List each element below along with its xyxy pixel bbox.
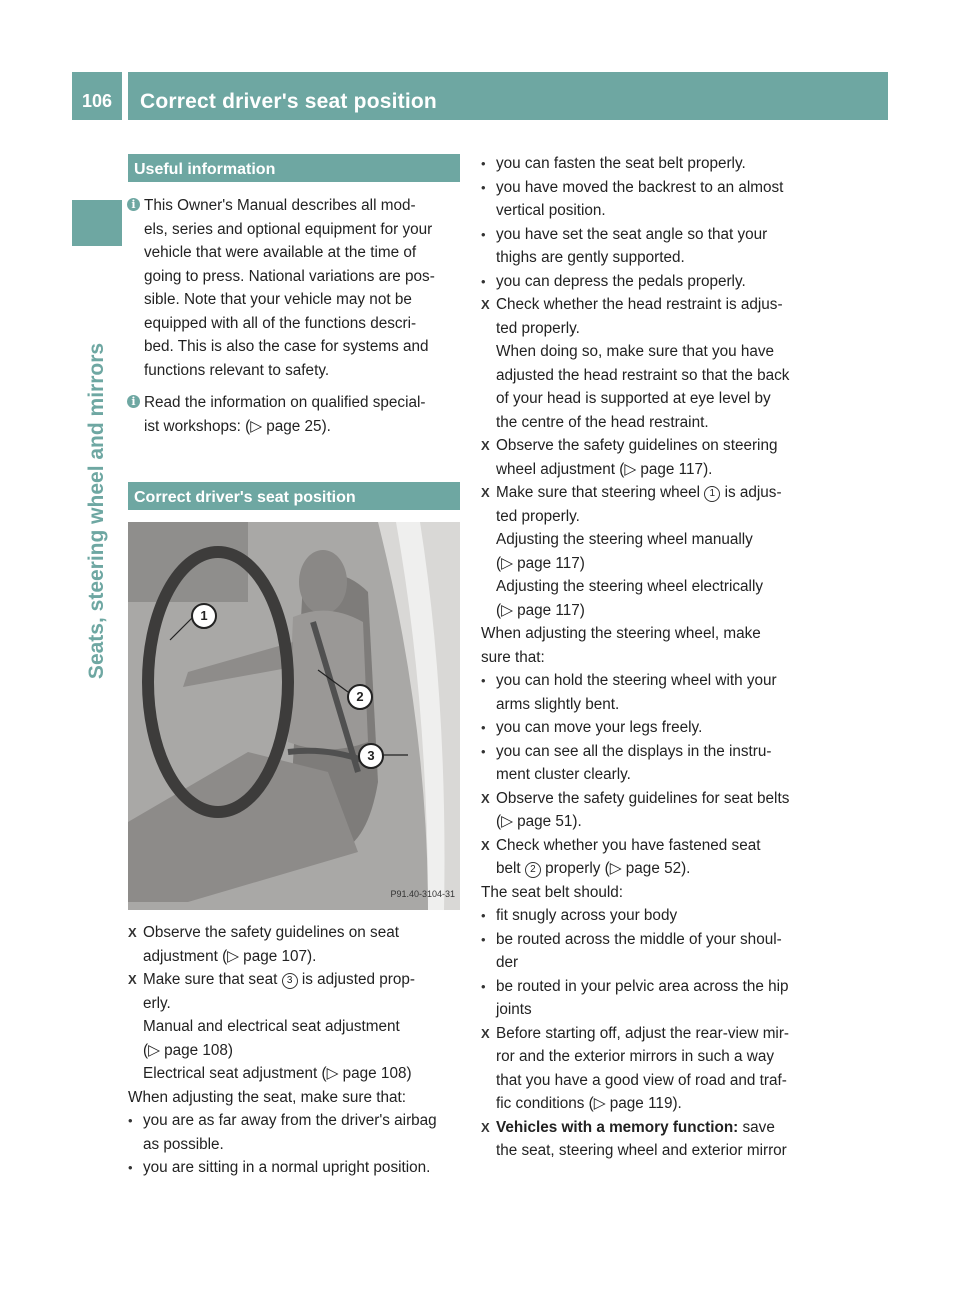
page-link[interactable]: (▷ page 117) [496, 554, 585, 572]
step-line: erly. [143, 994, 171, 1012]
bullet-line: ment cluster clearly. [496, 766, 631, 783]
step-line: ted properly. [496, 507, 580, 525]
sub-line: Adjusting the steering wheel manually [496, 531, 753, 548]
useful-info-heading: Useful information [128, 154, 460, 182]
seat-position-heading: Correct driver's seat position [128, 482, 460, 510]
bullet-icon: • [481, 226, 486, 242]
bullet-line: you can fasten the seat belt properly. [496, 155, 746, 172]
page-link[interactable]: (▷ page 51). [496, 813, 582, 830]
bullet-line: you are as far away from the driver's airbag [143, 1112, 437, 1129]
page-title: Correct driver's seat position [128, 72, 888, 120]
step-line: Observe the safety guidelines on steering [496, 437, 778, 454]
side-tab-marker [72, 200, 122, 246]
bullet-icon: • [481, 156, 486, 171]
step-line: that you have a good view of road and traf- [496, 1071, 787, 1089]
bullet-displays [481, 740, 813, 787]
left-column [128, 154, 460, 1180]
memory-function-label: Vehicles with a memory function: [496, 1118, 739, 1136]
bullet-line: you can hold the steering wheel with your [496, 672, 777, 689]
bullet-upright [128, 1156, 460, 1180]
bullet-line: as possible. [143, 1135, 224, 1153]
step-text: Make sure that steering wheel [496, 484, 705, 501]
bullet-line: you can see all the displays in the instru- [496, 742, 772, 760]
note-line: sible. Note that your vehicle may not be [144, 291, 412, 308]
driver-seat-drawing [128, 522, 460, 910]
info-icon: i [127, 395, 140, 408]
page-link[interactable]: (▷ page 117) [496, 601, 585, 619]
page-link[interactable]: fic conditions (▷ page 119). [496, 1095, 682, 1112]
bullet-icon: • [481, 931, 486, 947]
bullet-line: be routed across the middle of your shoul- [496, 930, 782, 948]
step-memory-function [481, 1116, 813, 1163]
step-line: Observe the safety guidelines on seat [143, 924, 399, 941]
bullet-line: fit snugly across your body [496, 907, 678, 924]
step-line: Observe the safety guidelines for seat belts [496, 789, 790, 807]
step-line: the seat, steering wheel and exterior mirror [496, 1142, 787, 1159]
step-line: Check whether the head restraint is adjus- [496, 296, 783, 313]
step-arrow-icon: X [481, 837, 490, 853]
bullet-line: der [496, 954, 519, 971]
bullet-hold-wheel [481, 669, 813, 716]
step-arrow-icon: X [481, 790, 490, 806]
step-arrow-icon: X [481, 297, 490, 312]
callout-steering-wheel: 1 [191, 603, 217, 629]
step-adjust-seat [128, 968, 460, 1086]
sub-line: Adjusting the steering wheel electrically [496, 578, 763, 595]
step-arrow-icon: X [481, 1119, 490, 1135]
step-arrow-icon: X [128, 925, 137, 940]
note-line: vehicle that were available at the time of [144, 244, 417, 261]
right-column [481, 152, 813, 1163]
note-line: Read the information on qualified special- [144, 394, 426, 411]
bullet-icon: • [128, 1113, 133, 1128]
page-number: 106 [72, 72, 122, 120]
belt-number-badge: 2 [525, 862, 541, 878]
bullet-line: be routed in your pelvic area across the hip [496, 977, 789, 995]
step-line: Check whether you have fastened seat [496, 836, 761, 854]
bullet-line: you can depress the pedals properly. [496, 272, 746, 290]
sub-line: Manual and electrical seat adjustment [143, 1018, 400, 1035]
info-icon: i [127, 198, 140, 211]
page-link[interactable]: ist workshops: (▷ page 25). [144, 417, 331, 435]
bullet-airbag-distance [128, 1109, 460, 1156]
step-arrow-icon: X [128, 972, 137, 987]
step-line: ror and the exterior mirrors in such a way [496, 1048, 774, 1065]
bullet-fit-snugly [481, 904, 813, 928]
bullet-seat-angle [481, 223, 813, 270]
plain-line: When adjusting the steering wheel, make [481, 625, 761, 642]
step-belt-guidelines [481, 787, 813, 834]
bullet-fasten-belt [481, 152, 813, 176]
step-text: belt [496, 860, 525, 877]
wheel-number-badge: 1 [704, 486, 720, 502]
when-adjusting-seat: When adjusting the seat, make sure that: [128, 1088, 407, 1106]
bullet-line: you can move your legs freely. [496, 719, 703, 736]
step-text: is adjus- [720, 484, 782, 501]
step-steering-guidelines [481, 434, 813, 481]
bullet-line: you have set the seat angle so that your [496, 225, 768, 243]
bullet-icon: • [481, 673, 486, 688]
figure-code: P91.40-3104-31 [390, 888, 455, 899]
page-link[interactable]: (▷ page 108) [143, 1041, 234, 1059]
step-text: is adjusted prop- [297, 971, 415, 988]
bullet-icon: • [481, 273, 486, 289]
step-arrow-icon: X [481, 438, 490, 453]
note-line: equipped with all of the functions descri- [144, 314, 417, 332]
note-line: functions relevant to safety. [144, 361, 330, 379]
step-text: save [738, 1118, 775, 1136]
bullet-icon: • [481, 720, 486, 735]
bullet-icon: • [481, 978, 486, 994]
step-head-restraint [481, 293, 813, 434]
page-link[interactable]: properly (▷ page 52). [540, 860, 691, 877]
page-link[interactable]: Electrical seat adjustment (▷ page 108) [143, 1065, 412, 1082]
callout-seat-belt: 2 [347, 684, 373, 710]
bullet-line: you have moved the backrest to an almost [496, 178, 784, 196]
bullet-line: arms slightly bent. [496, 695, 620, 713]
bullet-icon: • [481, 743, 486, 759]
bullet-legs [481, 716, 813, 740]
bullet-line: vertical position. [496, 202, 606, 219]
bullet-line: joints [496, 1001, 532, 1018]
bullet-pelvic [481, 975, 813, 1022]
when-adjusting-wheel [481, 622, 813, 669]
step-seat-guidelines [128, 921, 460, 968]
step-line: Before starting off, adjust the rear-view mir- [496, 1024, 790, 1042]
belt-should-label: The seat belt should: [481, 883, 624, 901]
step-check-belt [481, 834, 813, 881]
callout-seat: 3 [358, 743, 384, 769]
sub-line: adjusted the head restraint so that the back [496, 366, 790, 384]
bullet-icon: • [481, 179, 486, 195]
step-text: Make sure that seat [143, 971, 282, 988]
sub-line: the centre of the head restraint. [496, 413, 709, 431]
bullet-backrest [481, 176, 813, 223]
step-line [496, 1116, 813, 1140]
bullet-icon: • [481, 908, 486, 923]
step-arrow-icon: X [481, 1025, 490, 1041]
note-line: going to press. National variations are pos- [144, 267, 435, 285]
page-link[interactable]: wheel adjustment (▷ page 117). [496, 460, 713, 478]
section-side-label [72, 246, 122, 776]
bullet-line: you are sitting in a normal upright position. [143, 1159, 431, 1176]
note-line: els, series and optional equipment for your [144, 220, 433, 238]
sub-line: of your head is supported at eye level by [496, 390, 771, 407]
bullet-icon: • [128, 1160, 133, 1175]
step-line [143, 968, 460, 992]
note-line: bed. This is also the case for systems and [144, 338, 429, 355]
seat-number-badge: 3 [282, 973, 298, 989]
step-line [496, 481, 813, 505]
bullet-line: thighs are gently supported. [496, 249, 685, 266]
step-arrow-icon: X [481, 485, 490, 500]
note-line: This Owner's Manual describes all mod- [144, 197, 416, 214]
info-note-manual [128, 194, 460, 382]
step-line: ted properly. [496, 319, 580, 337]
bullet-pedals [481, 270, 813, 294]
sub-line: When doing so, make sure that you have [496, 343, 775, 360]
step-adjust-wheel [481, 481, 813, 622]
bullet-shoulder [481, 928, 813, 975]
step-mirrors [481, 1022, 813, 1116]
seat-position-illustration [128, 522, 460, 910]
step-line [496, 857, 813, 881]
info-note-workshops [128, 391, 460, 438]
page-link[interactable]: adjustment (▷ page 107). [143, 947, 317, 965]
plain-line: sure that: [481, 648, 545, 666]
side-label-text: Seats, steering wheel and mirrors [85, 342, 108, 680]
